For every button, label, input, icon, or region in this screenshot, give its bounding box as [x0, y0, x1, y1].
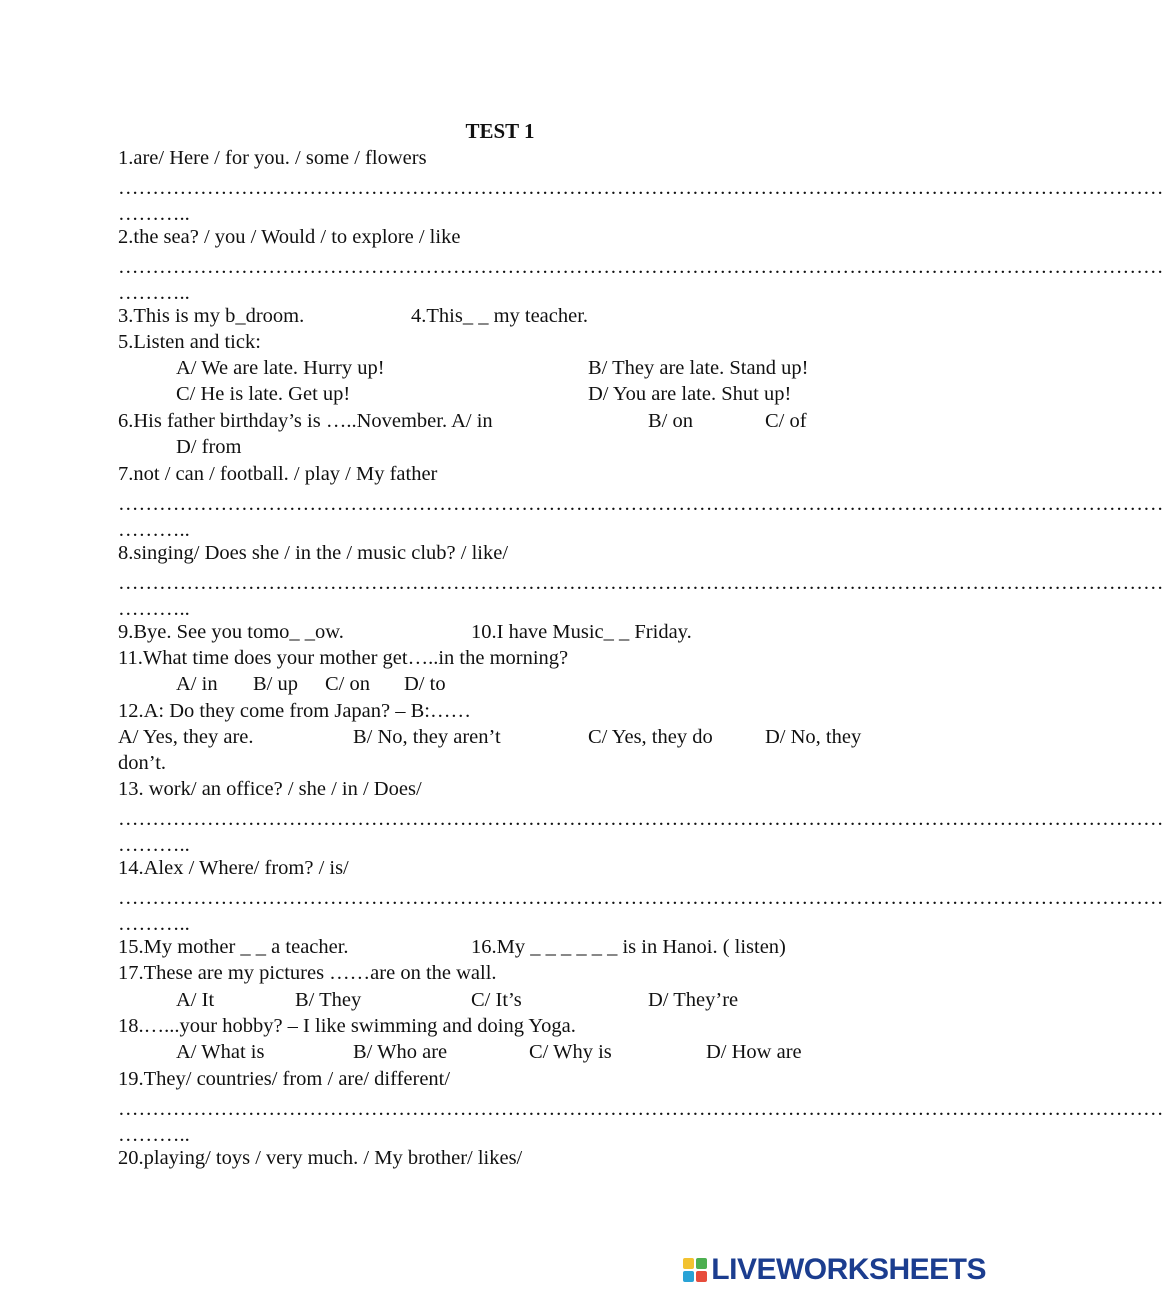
liveworksheets-logo[interactable]	[683, 1254, 986, 1286]
question-1: 1.are/ Here / for you. / some / flowers	[118, 147, 427, 169]
question-14: 14.Alex / Where/ from? / is/	[118, 857, 349, 879]
option-5c[interactable]: C/ He is late. Get up!	[176, 383, 351, 405]
option-6c[interactable]: C/ of	[765, 410, 807, 432]
question-9: 9.Bye. See you tomo_ _ow.	[118, 621, 344, 643]
question-15: 15.My mother _ _ a teacher.	[118, 936, 349, 958]
option-12d[interactable]: D/ No, they	[765, 726, 862, 748]
question-17: 17.These are my pictures ……are on the wall.	[118, 962, 497, 984]
answer-line-1-cont: ………..	[118, 203, 190, 225]
option-11c[interactable]: C/ on	[325, 673, 370, 695]
option-18a[interactable]: A/ What is	[176, 1041, 265, 1063]
question-10: 10.I have Music_ _ Friday.	[471, 621, 692, 643]
option-11b[interactable]: B/ up	[253, 673, 298, 695]
option-17a[interactable]: A/ It	[176, 989, 215, 1011]
question-11: 11.What time does your mother get…..in the morning?	[118, 647, 569, 669]
option-12a[interactable]: A/ Yes, they are.	[118, 726, 254, 748]
answer-line-2[interactable]: ………………………………………………………………………………………………………………………………………	[118, 256, 1164, 278]
question-13: 13. work/ an office? / she / in / Does/	[118, 778, 422, 800]
question-16: 16.My _ _ _ _ _ _ is in Hanoi. ( listen)	[471, 936, 786, 958]
answer-line-19[interactable]: ………………………………………………………………………………………………………………………………………	[118, 1098, 1164, 1120]
page-title: TEST 1	[465, 119, 535, 143]
logo-square-yellow	[683, 1258, 694, 1269]
answer-line-8-cont: ………..	[118, 598, 190, 620]
logo-square-blue	[683, 1271, 694, 1282]
answer-line-19-cont: ………..	[118, 1124, 190, 1146]
option-11a[interactable]: A/ in	[176, 673, 218, 695]
question-12: 12.A: Do they come from Japan? – B:……	[118, 700, 471, 722]
option-5a[interactable]: A/ We are late. Hurry up!	[176, 357, 385, 379]
answer-line-14-cont: ………..	[118, 913, 190, 935]
answer-line-8[interactable]: ………………………………………………………………………………………………………………………………………	[118, 572, 1164, 594]
answer-line-14[interactable]: ………………………………………………………………………………………………………………………………………	[118, 887, 1164, 909]
logo-square-red	[696, 1271, 707, 1282]
option-11d[interactable]: D/ to	[404, 673, 446, 695]
option-18d[interactable]: D/ How are	[706, 1041, 802, 1063]
option-6b[interactable]: B/ on	[648, 410, 693, 432]
option-12b[interactable]: B/ No, they aren’t	[353, 726, 501, 748]
option-5d[interactable]: D/ You are late. Shut up!	[588, 383, 792, 405]
answer-line-7[interactable]: ………………………………………………………………………………………………………………………………………	[118, 493, 1164, 515]
option-12c[interactable]: C/ Yes, they do	[588, 726, 713, 748]
question-20: 20.playing/ toys / very much. / My brother/ likes/	[118, 1147, 523, 1169]
question-4: 4.This_ _ my teacher.	[411, 305, 589, 327]
question-7: 7.not / can / football. / play / My father	[118, 463, 438, 485]
answer-line-13-cont: ………..	[118, 834, 190, 856]
option-5b[interactable]: B/ They are late. Stand up!	[588, 357, 809, 379]
logo-square-green	[696, 1258, 707, 1269]
question-8: 8.singing/ Does she / in the / music club? / like/	[118, 542, 509, 564]
option-6d[interactable]: D/ from	[176, 436, 242, 458]
option-12d-cont: don’t.	[118, 752, 167, 774]
option-18c[interactable]: C/ Why is	[529, 1041, 612, 1063]
question-2: 2.the sea? / you / Would / to explore / like	[118, 226, 461, 248]
question-18: 18.…...your hobby? – I like swimming and doing Yoga.	[118, 1015, 576, 1037]
answer-line-1[interactable]: ………………………………………………………………………………………………………………………………………	[118, 177, 1164, 199]
answer-line-7-cont: ………..	[118, 519, 190, 541]
liveworksheets-logo-icon	[683, 1258, 707, 1282]
question-3: 3.This is my b_droom.	[118, 305, 305, 327]
logo-text: LIVEWORKSHEETS	[711, 1253, 986, 1286]
option-17b[interactable]: B/ They	[295, 989, 362, 1011]
option-18b[interactable]: B/ Who are	[353, 1041, 448, 1063]
option-17d[interactable]: D/ They’re	[648, 989, 739, 1011]
question-6: 6.His father birthday’s is …..November. A/ in	[118, 410, 493, 432]
question-5: 5.Listen and tick:	[118, 331, 261, 353]
answer-line-2-cont: ………..	[118, 282, 190, 304]
question-19: 19.They/ countries/ from / are/ different/	[118, 1068, 451, 1090]
option-17c[interactable]: C/ It’s	[471, 989, 522, 1011]
answer-line-13[interactable]: ………………………………………………………………………………………………………………………………………	[118, 808, 1164, 830]
